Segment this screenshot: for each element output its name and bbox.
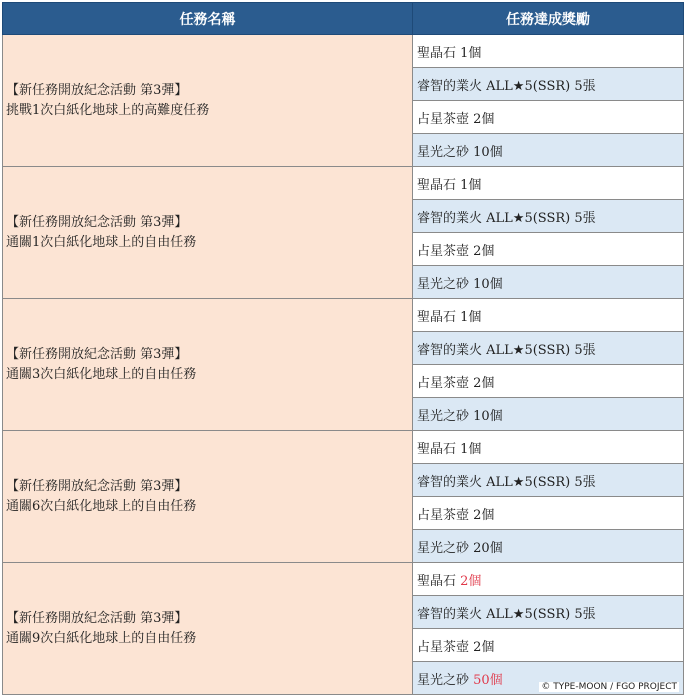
task-condition: 通關9次白紙化地球上的自由任務 — [6, 630, 197, 646]
reward-cell — [413, 398, 684, 431]
reward-cell — [413, 233, 684, 266]
reward-text: 星光之砂 10個 — [417, 408, 503, 424]
reward-cell — [413, 134, 684, 167]
reward-text: 占星茶壺 2個 — [417, 375, 495, 391]
reward-cell — [413, 563, 684, 596]
task-event-title: 【新任務開放紀念活動 第3彈】 — [6, 346, 188, 362]
table-header-row — [3, 3, 684, 35]
reward-text: 占星茶壺 2個 — [417, 243, 495, 259]
table-body — [3, 35, 684, 695]
reward-cell — [413, 431, 684, 464]
table-row — [3, 35, 684, 68]
reward-text: 聖晶石 1個 — [417, 177, 482, 193]
reward-text: 星光之砂 10個 — [417, 144, 503, 160]
reward-text: 占星茶壺 2個 — [417, 111, 495, 127]
table-row — [3, 299, 684, 332]
reward-cell — [413, 101, 684, 134]
task-condition: 通關1次白紙化地球上的自由任務 — [6, 234, 197, 250]
task-name-cell — [3, 167, 413, 299]
task-condition: 通關3次白紙化地球上的自由任務 — [6, 366, 197, 382]
reward-cell — [413, 332, 684, 365]
reward-text: 睿智的業火 ALL★5(SSR) 5張 — [417, 78, 596, 94]
reward-cell — [413, 365, 684, 398]
reward-cell — [413, 68, 684, 101]
reward-text: 聖晶石 1個 — [417, 45, 482, 61]
task-name-cell — [3, 299, 413, 431]
task-name-cell — [3, 431, 413, 563]
header-reward: 任務達成獎勵 — [413, 3, 684, 35]
task-condition: 通關6次白紙化地球上的自由任務 — [6, 498, 197, 514]
reward-text: 睿智的業火 ALL★5(SSR) 5張 — [417, 342, 596, 358]
reward-cell — [413, 200, 684, 233]
reward-text: 聖晶石 1個 — [417, 309, 482, 325]
mission-reward-table — [2, 2, 684, 695]
reward-text: 睿智的業火 ALL★5(SSR) 5張 — [417, 474, 596, 490]
task-name-cell — [3, 563, 413, 695]
task-event-title: 【新任務開放紀念活動 第3彈】 — [6, 478, 188, 494]
reward-text: 聖晶石 — [417, 573, 461, 589]
reward-cell — [413, 629, 684, 662]
reward-text: 占星茶壺 2個 — [417, 507, 495, 523]
reward-text: 星光之砂 10個 — [417, 276, 503, 292]
reward-cell — [413, 464, 684, 497]
reward-cell — [413, 299, 684, 332]
reward-text: 星光之砂 — [417, 672, 474, 688]
task-condition: 挑戰1次白紙化地球上的高難度任務 — [6, 102, 210, 118]
reward-cell — [413, 596, 684, 629]
reward-cell — [413, 167, 684, 200]
table-row — [3, 167, 684, 200]
reward-text: 聖晶石 1個 — [417, 441, 482, 457]
reward-text: 占星茶壺 2個 — [417, 639, 495, 655]
task-event-title: 【新任務開放紀念活動 第3彈】 — [6, 82, 188, 98]
reward-cell — [413, 497, 684, 530]
reward-text: 星光之砂 20個 — [417, 540, 503, 556]
reward-highlight-quantity: 50個 — [473, 672, 503, 688]
copyright-notice: © TYPE-MOON / FGO PROJECT — [541, 682, 677, 692]
header-task-name: 任務名稱 — [3, 3, 413, 35]
reward-text: 睿智的業火 ALL★5(SSR) 5張 — [417, 210, 596, 226]
reward-cell — [413, 266, 684, 299]
reward-cell — [413, 530, 684, 563]
reward-highlight-quantity: 2個 — [460, 573, 482, 589]
reward-text: 睿智的業火 ALL★5(SSR) 5張 — [417, 606, 596, 622]
task-event-title: 【新任務開放紀念活動 第3彈】 — [6, 610, 188, 626]
reward-cell — [413, 35, 684, 68]
table-row — [3, 563, 684, 596]
task-name-cell — [3, 35, 413, 167]
task-event-title: 【新任務開放紀念活動 第3彈】 — [6, 214, 188, 230]
table-row — [3, 431, 684, 464]
